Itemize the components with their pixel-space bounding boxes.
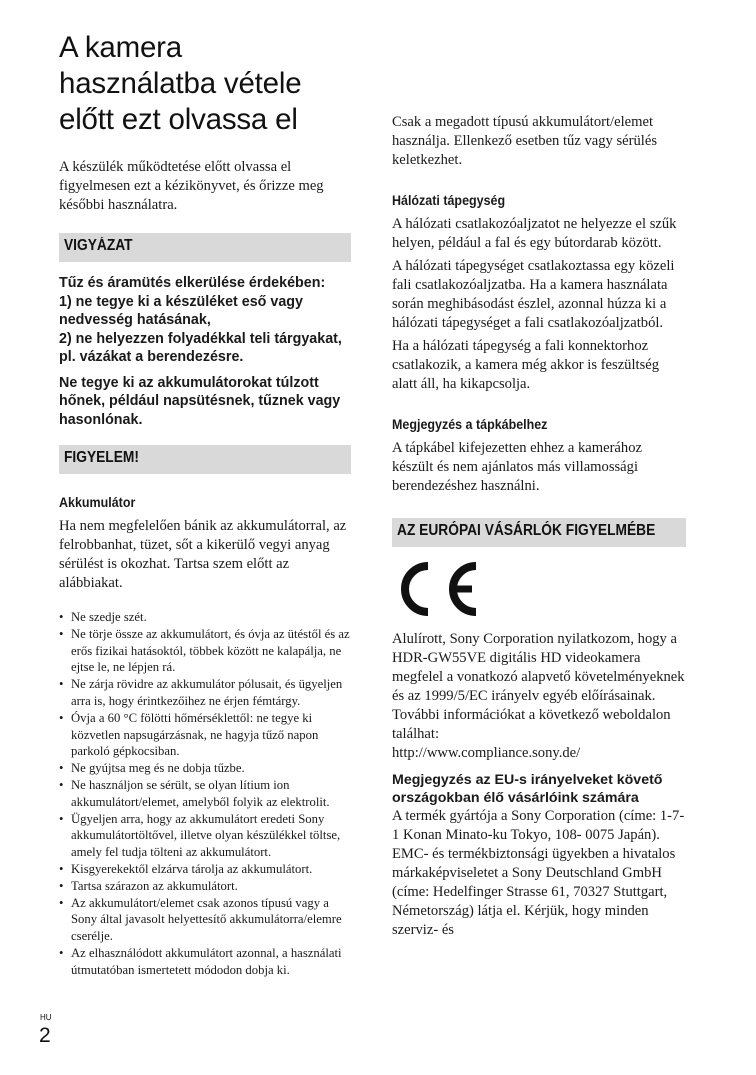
battery-heading	[59, 494, 351, 512]
caution-line-1: Tűz és áramütés elkerülése érdekében:	[59, 275, 326, 291]
page-number: 2	[39, 1024, 51, 1047]
title-line-2: használatba vétele	[59, 67, 302, 100]
list-item: • Óvja a 60 °C fölötti hőmérséklettől: ne tegye ki közvetlen napsugárzásnak, ne hagyja tűző napon parkoló gépkocsiban.	[59, 710, 351, 760]
eu-directive-paragraph: A termék gyártója a Sony Corporation (címe: 1-7-1 Konan Minato-ku Tokyo, 108- 0075 Japán). EMC- és termékbiztonsági ügyekben a hivatalos márkaképviseletet a Sony Deutschland GmbH (címe: Hedelfinger Strasse 61, 70327 Stuttgart, Németország) látja el. Kérjük, hogy minden szerviz- és	[392, 808, 685, 938]
eu-customers-bar-label: AZ EURÓPAI VÁSÁRLÓK FIGYELMÉBE	[397, 522, 656, 539]
attention-bar-label: FIGYELEM!	[64, 449, 139, 466]
left-column	[59, 30, 351, 979]
declaration-paragraph	[392, 630, 686, 763]
list-item: • Kisgyerekektől elzárva tárolja az akkumulátort.	[59, 861, 351, 878]
caution-paragraph-2: Ne tegye ki az akkumulátorokat túlzott hőnek, például napsütésnek, tűznek vagy hasonlónak.	[59, 374, 341, 428]
list-item: • Ne zárja rövidre az akkumulátor pólusait, és ügyeljen arra is, hogy érintkezőihez ne érjen fémtárgy.	[59, 676, 351, 710]
battery-bullet-list	[59, 609, 351, 979]
list-item: • Az akkumulátort/elemet csak azonos típusú vagy a Sony által javasolt helyettesítő akkumulátorra/elemre cserélje.	[59, 895, 351, 945]
power-cord-heading	[392, 416, 686, 434]
language-code: HU	[40, 1013, 52, 1022]
caution-bar-label: VIGYÁZAT	[64, 237, 133, 254]
declaration-text: Alulírott, Sony Corporation nyilatkozom, hogy a HDR-GW55VE digitális HD videokamera megfelel a vonatkozó alapvető követelményeknek és az 1999/5/EC irányelv egyéb előírásainak. További információkat a következő weboldalon találhat:	[392, 631, 685, 742]
list-item: • Az elhasználódott akkumulátort azonnal, a használati útmutatóban ismertetett módodon dobja ki.	[59, 945, 351, 979]
right-column	[392, 113, 686, 940]
title-line-3: előtt ezt olvassa el	[59, 103, 298, 136]
battery-type-note: Csak a megadott típusú akkumulátort/elemet használja. Ellenkező esetben tűz vagy sérülés keletkezhet.	[392, 114, 658, 168]
power-cord-paragraph: A tápkábel kifejezetten ehhez a kamerához készült és nem ajánlatos más villamossági berendezéshez használni.	[392, 440, 642, 494]
caution-line-3: 2) ne helyezzen folyadékkal teli tárgyakat, pl. vázákat a berendezésre.	[59, 330, 342, 365]
list-item: • Tartsa szárazon az akkumulátort.	[59, 878, 351, 895]
ce-mark-icon	[392, 558, 482, 620]
caution-line-2: 1) ne tegye ki a készüléket eső vagy nedvesség hatásának,	[59, 293, 303, 328]
ac-adaptor-heading	[392, 192, 686, 210]
intro-paragraph: A készülék működtetése előtt olvassa el figyelmesen ezt a kézikönyvet, és őrizze meg későbbi használatra.	[59, 159, 324, 213]
title-line-1: A kamera	[59, 31, 183, 64]
power-cord-heading-text: Megjegyzés a tápkábelhez	[392, 417, 548, 433]
ac-paragraph-3: Ha a hálózati tápegység a fali konnektorhoz csatlakozik, a kamera még akkor is feszültség alatt áll, ha kikapcsolja.	[392, 338, 660, 392]
caution-paragraph	[59, 274, 351, 367]
page-title	[59, 30, 351, 138]
list-item: • Ne gyújtsa meg és ne dobja tűzbe.	[59, 760, 351, 777]
list-item: • Ne törje össze az akkumulátort, és óvja az ütéstől és az erős fizikai hatásoktól, többek között ne kalapálja, ne ejtse le, ne lépjen rá.	[59, 626, 351, 676]
battery-paragraph: Ha nem megfelelően bánik az akkumulátorral, az felrobbanhat, tüzet, sőt a kikerülő vegyi anyag sérülést is okozhat. Tartsa szem előtt az alábbiakat.	[59, 518, 347, 591]
ac-adaptor-heading-text: Hálózati tápegység	[392, 193, 506, 209]
eu-customers-bar	[392, 518, 686, 547]
list-item: • Ne szedje szét.	[59, 609, 351, 626]
attention-bar	[59, 445, 351, 474]
ac-paragraph-1: A hálózati csatlakozóaljzatot ne helyezze el szűk helyen, például a fal és egy bútordarab között.	[392, 216, 677, 251]
list-item: • Ne használjon se sérült, se olyan lítium ion akkumulátort/elemet, amelyből folyik az elektrolit.	[59, 777, 351, 811]
ac-paragraph-2: A hálózati tápegységet csatlakoztassa egy közeli fali csatlakozóaljzatba. Ha a kamera használata során meghibásodást észlel, azonnal húzza ki a hálózati tápegységet a fali csatlakozóaljzatból.	[392, 258, 675, 331]
list-item: • Ügyeljen arra, hogy az akkumulátort eredeti Sony akkumulátortöltővel, illetve olyan készülékkel töltse, amely fel tudja tölteni az akkumulátort.	[59, 811, 351, 861]
eu-directive-heading: Megjegyzés az EU-s irányelveket követő országokban élő vásárlóink számára	[392, 772, 663, 806]
compliance-url: http://www.compliance.sony.de/	[392, 745, 581, 761]
caution-bar	[59, 233, 351, 262]
battery-heading-text: Akkumulátor	[59, 495, 136, 511]
